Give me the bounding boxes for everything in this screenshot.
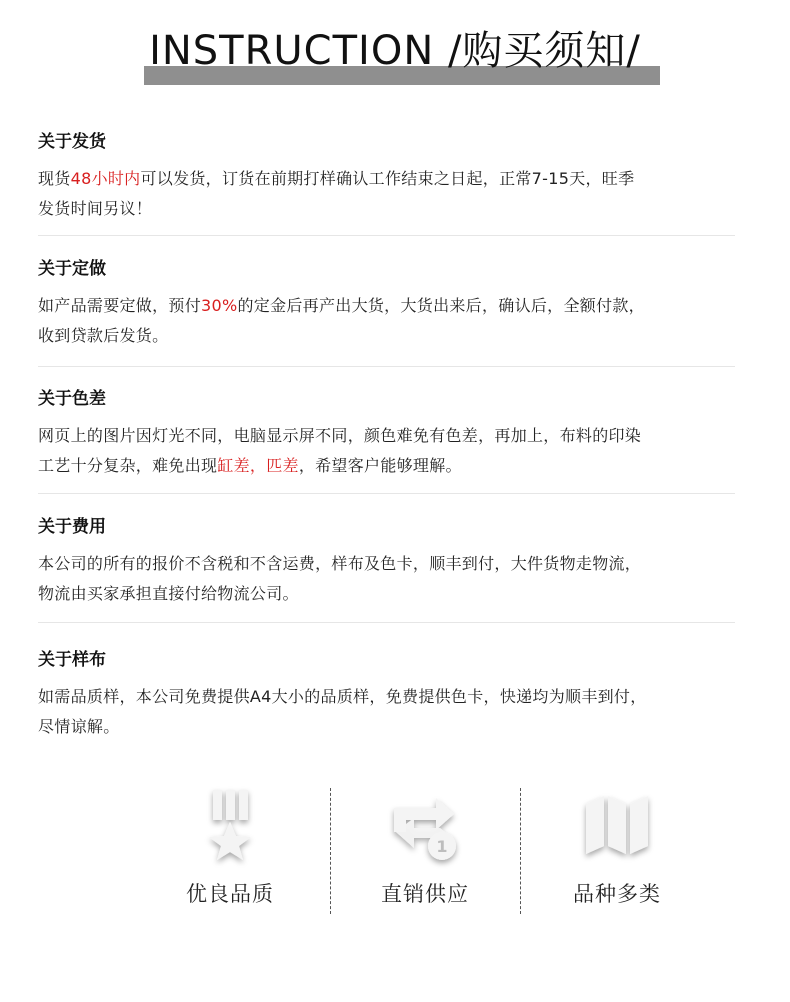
section-title: 关于色差	[38, 389, 106, 409]
divider	[38, 235, 735, 236]
page-title: INSTRUCTION /购买须知/	[149, 28, 641, 74]
body-line: 发货时间另议！	[38, 199, 153, 218]
body-line: 本公司的所有的报价不含税和不含运费，样布及色卡，顺丰到付，大件货物走物流，	[38, 554, 642, 573]
divider	[38, 622, 735, 623]
section-custom	[38, 257, 754, 351]
body-line: 收到贷款后发货。	[38, 326, 169, 345]
feature-label: 优良品质	[186, 882, 274, 906]
features-row	[0, 780, 790, 920]
section-title: 关于定做	[38, 259, 106, 279]
section-samples	[38, 648, 754, 742]
body-line	[38, 291, 754, 321]
feature-variety	[522, 780, 712, 920]
section-body	[38, 421, 754, 481]
feature-label: 直销供应	[381, 882, 469, 906]
section-title: 关于费用	[38, 517, 106, 537]
feature-direct-supply	[330, 780, 520, 920]
section-body	[38, 549, 754, 609]
section-title: 关于发货	[38, 132, 106, 152]
section-title: 关于样布	[38, 650, 106, 670]
text: 工艺十分复杂，难免出现	[38, 456, 218, 475]
page-header	[0, 0, 790, 100]
body-line	[38, 451, 754, 481]
body-line: 如需品质样，本公司免费提供A4大小的品质样，免费提供色卡，快递均为顺丰到付，	[38, 687, 647, 706]
quality-star-icon	[185, 782, 275, 872]
section-body	[38, 291, 754, 351]
section-color-diff	[38, 387, 754, 481]
section-shipping	[38, 130, 754, 224]
section-fees	[38, 515, 754, 609]
map-variety-icon	[572, 782, 662, 872]
text: ，希望客户能够理解。	[298, 456, 462, 475]
divider	[38, 366, 735, 367]
svg-text:1: 1	[436, 837, 448, 856]
feature-label: 品种多类	[573, 882, 661, 906]
text: 的定金后再产出大货，大货出来后，确认后，全额付款，	[237, 296, 645, 315]
divider	[38, 493, 735, 494]
body-line: 尽情谅解。	[38, 717, 120, 736]
body-line: 网页上的图片因灯光不同，电脑显示屏不同，颜色难免有色差，再加上，布料的印染	[38, 426, 642, 445]
text: 可以发货，订货在前期打样确认工作结束之日起，正常7-15天，旺季	[140, 169, 635, 188]
separator	[520, 788, 521, 914]
text: 现货	[38, 169, 71, 188]
text: 如产品需要定做，预付	[38, 296, 202, 315]
body-line: 物流由买家承担直接付给物流公司。	[38, 584, 299, 603]
highlight-text: 48小时内	[70, 169, 141, 188]
section-body	[38, 682, 754, 742]
direct-supply-icon	[380, 782, 470, 872]
section-body	[38, 164, 754, 224]
highlight-text: 30%	[201, 296, 238, 315]
feature-quality	[135, 780, 325, 920]
highlight-text: 缸差，匹差	[217, 456, 299, 475]
body-line	[38, 164, 754, 194]
